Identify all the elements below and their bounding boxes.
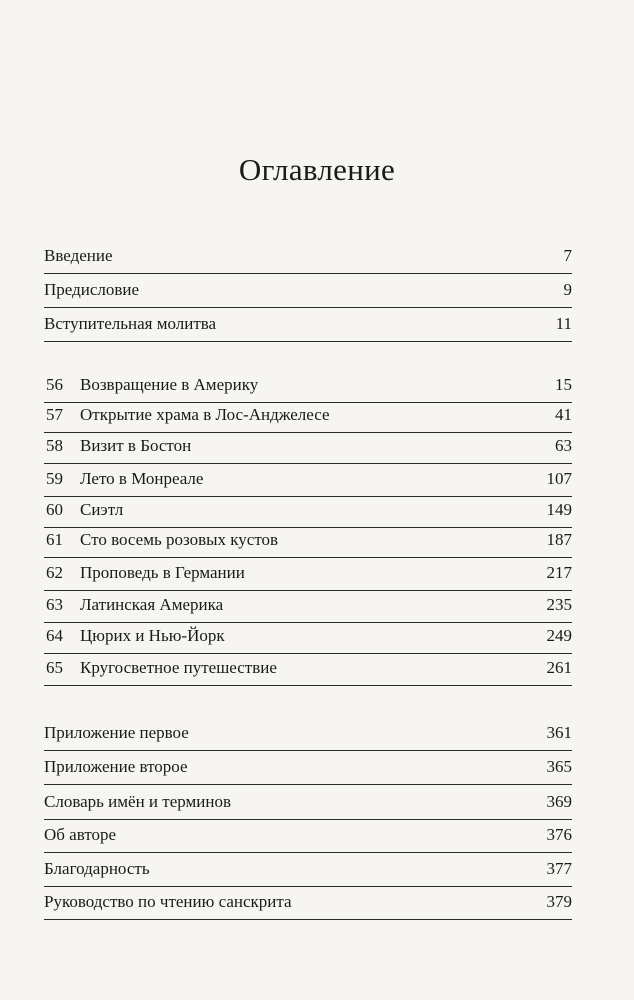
toc-divider <box>44 590 572 591</box>
toc-entry-page: 107 <box>546 469 572 488</box>
toc-divider <box>44 750 572 751</box>
toc-entry-title: Лето в Монреале <box>80 469 204 488</box>
toc-entry-number: 59 <box>46 469 63 488</box>
toc-entry-number: 62 <box>46 563 63 582</box>
toc-entry-title: Кругосветное путешествие <box>80 658 277 677</box>
toc-entry[interactable] <box>44 243 572 269</box>
toc-entry-page: 369 <box>546 792 572 811</box>
toc-entry[interactable] <box>44 592 572 618</box>
toc-entry[interactable] <box>44 433 572 459</box>
toc-entry-page: 379 <box>546 892 572 911</box>
toc-entry[interactable] <box>44 655 572 681</box>
toc-entry[interactable] <box>44 402 572 428</box>
toc-entry-title: Сиэтл <box>80 500 124 519</box>
toc-entry-number: 64 <box>46 626 63 645</box>
toc-entry[interactable] <box>44 497 572 523</box>
toc-entry-number: 57 <box>46 405 63 424</box>
toc-entry-page: 15 <box>555 375 572 394</box>
toc-entry[interactable] <box>44 372 572 398</box>
page-title: Оглавление <box>238 152 396 187</box>
toc-entry-title: Открытие храма в Лос-Анджелесе <box>80 405 330 424</box>
toc-entry-title: Благодарность <box>44 859 150 878</box>
toc-entry-page: 63 <box>555 436 572 455</box>
toc-divider <box>44 819 572 820</box>
toc-entry-page: 9 <box>563 280 572 299</box>
toc-divider <box>44 341 572 342</box>
toc-entry-page: 7 <box>563 246 572 265</box>
toc-divider <box>44 557 572 558</box>
toc-divider <box>44 784 572 785</box>
toc-entry[interactable] <box>44 720 572 746</box>
toc-divider <box>44 852 572 853</box>
toc-entry-title: Визит в Бостон <box>80 436 192 455</box>
toc-entry-page: 11 <box>555 314 572 333</box>
toc-entry-page: 217 <box>546 563 572 582</box>
toc-entry[interactable] <box>44 560 572 586</box>
toc-entry-number: 61 <box>46 530 63 549</box>
toc-entry-title: Проповедь в Германии <box>80 563 245 582</box>
toc-entry-page: 261 <box>546 658 572 677</box>
toc-entry[interactable] <box>44 889 572 915</box>
toc-entry[interactable] <box>44 754 572 780</box>
toc-entry-title: Предисловие <box>44 280 140 299</box>
toc-divider <box>44 307 572 308</box>
toc-entry-title: Возвращение в Америку <box>80 375 259 394</box>
toc-entry-number: 63 <box>46 595 63 614</box>
toc-divider <box>44 273 572 274</box>
toc-divider <box>44 685 572 686</box>
toc-entry-title: Латинская Америка <box>80 595 224 614</box>
toc-entry-number: 56 <box>46 375 63 394</box>
toc-entry-title: Об авторе <box>44 825 117 844</box>
toc-divider <box>44 463 572 464</box>
toc-entry[interactable] <box>44 527 572 553</box>
toc-entry-number: 60 <box>46 500 63 519</box>
toc-entry-title: Словарь имён и терминов <box>44 792 231 811</box>
toc-divider <box>44 919 572 920</box>
toc-entry-number: 58 <box>46 436 63 455</box>
toc-entry-title: Введение <box>44 246 113 265</box>
toc-entry-page: 187 <box>546 530 572 549</box>
toc-entry[interactable] <box>44 856 572 882</box>
toc-entry-title: Цюрих и Нью-Йорк <box>80 626 225 645</box>
toc-entry[interactable] <box>44 789 572 815</box>
toc-divider <box>44 653 572 654</box>
toc-entry-page: 235 <box>546 595 572 614</box>
toc-entry[interactable] <box>44 311 572 337</box>
toc-entry-title: Приложение первое <box>44 723 189 742</box>
toc-entry-page: 365 <box>546 757 572 776</box>
toc-entry-page: 41 <box>555 405 572 424</box>
toc-entry[interactable] <box>44 277 572 303</box>
toc-entry-number: 65 <box>46 658 63 677</box>
toc-entry-page: 376 <box>546 825 572 844</box>
toc-entry-title: Вступительная молитва <box>44 314 217 333</box>
toc-entry-page: 249 <box>546 626 572 645</box>
toc-entry-page: 377 <box>546 859 572 878</box>
toc-entry[interactable] <box>44 623 572 649</box>
toc-entry[interactable] <box>44 466 572 492</box>
toc-entry-title: Приложение второе <box>44 757 188 776</box>
toc-entry-page: 361 <box>546 723 572 742</box>
toc-entry[interactable] <box>44 822 572 848</box>
toc-entry-title: Сто восемь розовых кустов <box>80 530 279 549</box>
toc-divider <box>44 886 572 887</box>
toc-entry-title: Руководство по чтению санскрита <box>44 892 292 911</box>
toc-entry-page: 149 <box>546 500 572 519</box>
